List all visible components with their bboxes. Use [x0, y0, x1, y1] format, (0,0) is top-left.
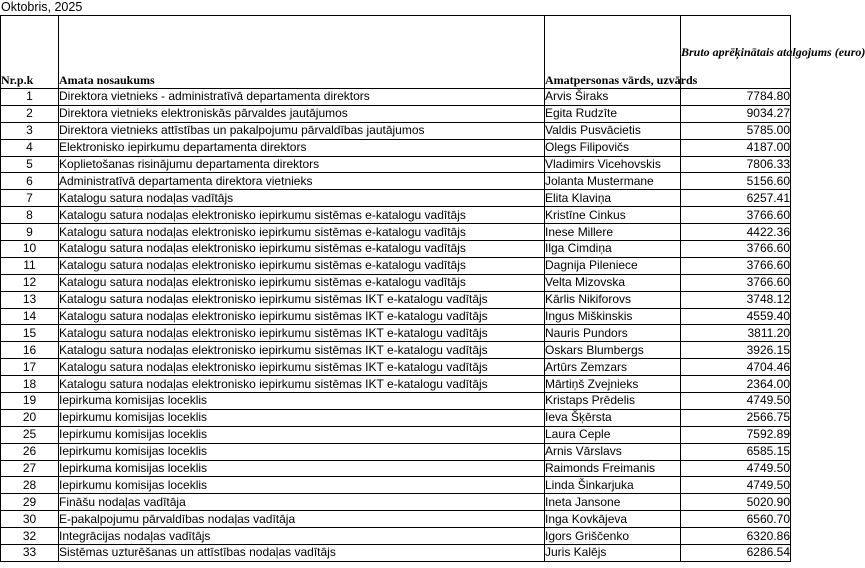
table-row [1, 443, 791, 460]
row-number: 6 [1, 173, 59, 190]
gross-salary: 6286.54 [681, 545, 791, 562]
position-title: Iepirkumu komisijas loceklis [59, 426, 545, 443]
table-row [1, 291, 791, 308]
table-row [1, 409, 791, 426]
gross-salary: 4704.46 [681, 359, 791, 376]
row-number: 14 [1, 308, 59, 325]
row-number: 5 [1, 156, 59, 173]
official-name: Dagnija Pileniece [545, 257, 681, 274]
position-title: Direktora vietnieks elektroniskās pārvaldes jautājumos [59, 105, 545, 122]
row-number: 10 [1, 241, 59, 258]
official-name: Raimonds Freimanis [545, 460, 681, 477]
header-title: Amata nosaukums [59, 16, 545, 89]
row-number: 32 [1, 528, 59, 545]
position-title: Katalogu satura nodaļas elektronisko iepirkumu sistēmas e-katalogu vadītājs [59, 224, 545, 241]
row-number: 20 [1, 409, 59, 426]
gross-salary: 5020.90 [681, 494, 791, 511]
gross-salary: 7592.89 [681, 426, 791, 443]
table-row [1, 105, 791, 122]
table-row [1, 528, 791, 545]
header-row [1, 16, 791, 89]
position-title: Iepirkuma komisijas loceklis [59, 393, 545, 410]
row-number: 18 [1, 376, 59, 393]
position-title: Katalogu satura nodaļas elektronisko iepirkumu sistēmas IKT e-katalogu vadītājs [59, 359, 545, 376]
row-number: 9 [1, 224, 59, 241]
position-title: E-pakalpojumu pārvaldības nodaļas vadītāja [59, 511, 545, 528]
gross-salary: 2364.00 [681, 376, 791, 393]
official-name: Laura Ceple [545, 426, 681, 443]
position-title: Katalogu satura nodaļas elektronisko iepirkumu sistēmas IKT e-katalogu vadītājs [59, 308, 545, 325]
table-row [1, 426, 791, 443]
position-title: Administratīvā departamenta direktora vietnieks [59, 173, 545, 190]
table-row [1, 359, 791, 376]
position-title: Elektronisko iepirkumu departamenta direktors [59, 139, 545, 156]
gross-salary: 3766.60 [681, 274, 791, 291]
position-title: Katalogu satura nodaļas vadītājs [59, 190, 545, 207]
row-number: 33 [1, 545, 59, 562]
row-number: 30 [1, 511, 59, 528]
table-row [1, 325, 791, 342]
header-name: Amatpersonas vārds, uzvārds [545, 16, 681, 89]
official-name: Nauris Pundors [545, 325, 681, 342]
gross-salary: 6257.41 [681, 190, 791, 207]
table-row [1, 207, 791, 224]
row-number: 27 [1, 460, 59, 477]
position-title: Iepirkumu komisijas loceklis [59, 477, 545, 494]
official-name: Valdis Pusvācietis [545, 122, 681, 139]
official-name: Velta Mizovska [545, 274, 681, 291]
gross-salary: 3811.20 [681, 325, 791, 342]
table-row [1, 241, 791, 258]
period-label: Oktobris, 2025 [1, 0, 83, 14]
table-row [1, 190, 791, 207]
official-name: Olegs Filipovičs [545, 139, 681, 156]
official-name: Vladimirs Vicehovskis [545, 156, 681, 173]
position-title: Integrācijas nodaļas vadītājs [59, 528, 545, 545]
official-name: Kristaps Prēdelis [545, 393, 681, 410]
gross-salary: 9034.27 [681, 105, 791, 122]
table-row [1, 494, 791, 511]
official-name: Jolanta Mustermane [545, 173, 681, 190]
official-name: Juris Kalējs [545, 545, 681, 562]
official-name: Kārlis Nikiforovs [545, 291, 681, 308]
gross-salary: 6560.70 [681, 511, 791, 528]
row-number: 17 [1, 359, 59, 376]
table-row [1, 342, 791, 359]
row-number: 12 [1, 274, 59, 291]
gross-salary: 4749.50 [681, 393, 791, 410]
header-salary: Bruto aprēķinātais atalgojums (euro) [681, 16, 791, 89]
table-row [1, 257, 791, 274]
official-name: Egita Rudzīte [545, 105, 681, 122]
table-row [1, 156, 791, 173]
row-number: 7 [1, 190, 59, 207]
row-number: 15 [1, 325, 59, 342]
position-title: Fināšu nodaļas vadītāja [59, 494, 545, 511]
official-name: Inga Kovkājeva [545, 511, 681, 528]
table-body [1, 89, 791, 562]
position-title: Katalogu satura nodaļas elektronisko iepirkumu sistēmas IKT e-katalogu vadītājs [59, 376, 545, 393]
official-name: Elita Klaviņa [545, 190, 681, 207]
position-title: Katalogu satura nodaļas elektronisko iepirkumu sistēmas e-katalogu vadītājs [59, 257, 545, 274]
table-row [1, 89, 791, 106]
position-title: Iepirkumu komisijas loceklis [59, 443, 545, 460]
salary-table [0, 15, 865, 562]
position-title: Katalogu satura nodaļas elektronisko iepirkumu sistēmas IKT e-katalogu vadītājs [59, 342, 545, 359]
gross-salary: 7784.80 [681, 89, 791, 106]
table-row [1, 274, 791, 291]
position-title: Direktora vietnieks attīstības un pakalpojumu pārvaldības jautājumos [59, 122, 545, 139]
row-number: 8 [1, 207, 59, 224]
official-name: Arnis Vārslavs [545, 443, 681, 460]
table-row [1, 173, 791, 190]
row-number: 13 [1, 291, 59, 308]
official-name: Mārtiņš Zvejnieks [545, 376, 681, 393]
position-title: Katalogu satura nodaļas elektronisko iepirkumu sistēmas e-katalogu vadītājs [59, 207, 545, 224]
position-title: Katalogu satura nodaļas elektronisko iepirkumu sistēmas e-katalogu vadītājs [59, 241, 545, 258]
row-number: 1 [1, 89, 59, 106]
gross-salary: 3766.60 [681, 207, 791, 224]
gross-salary: 4422.36 [681, 224, 791, 241]
row-number: 29 [1, 494, 59, 511]
table-row [1, 460, 791, 477]
official-name: Oskars Blumbergs [545, 342, 681, 359]
official-name: Ineta Jansone [545, 494, 681, 511]
gross-salary: 5785.00 [681, 122, 791, 139]
position-title: Sistēmas uzturēšanas un attīstības nodaļas vadītājs [59, 545, 545, 562]
row-number: 26 [1, 443, 59, 460]
gross-salary: 6585.15 [681, 443, 791, 460]
gross-salary: 6320.86 [681, 528, 791, 545]
gross-salary: 3926.15 [681, 342, 791, 359]
position-title: Katalogu satura nodaļas elektronisko iepirkumu sistēmas IKT e-katalogu vadītājs [59, 291, 545, 308]
row-number: 19 [1, 393, 59, 410]
gross-salary: 4559.40 [681, 308, 791, 325]
row-number: 3 [1, 122, 59, 139]
position-title: Katalogu satura nodaļas elektronisko iepirkumu sistēmas IKT e-katalogu vadītājs [59, 325, 545, 342]
position-title: Koplietošanas risinājumu departamenta direktors [59, 156, 545, 173]
position-title: Iepirkumu komisijas loceklis [59, 409, 545, 426]
table-row [1, 308, 791, 325]
table-row [1, 477, 791, 494]
gross-salary: 3766.60 [681, 241, 791, 258]
table-row [1, 376, 791, 393]
header-nr: Nr.p.k [1, 16, 59, 89]
row-number: 16 [1, 342, 59, 359]
table-row [1, 224, 791, 241]
row-number: 4 [1, 139, 59, 156]
official-name: Arvis Širaks [545, 89, 681, 106]
official-name: Ilga Cimdiņa [545, 241, 681, 258]
gross-salary: 4187.00 [681, 139, 791, 156]
table-row [1, 511, 791, 528]
table-row [1, 545, 791, 562]
official-name: Inese Millere [545, 224, 681, 241]
position-title: Katalogu satura nodaļas elektronisko iepirkumu sistēmas e-katalogu vadītājs [59, 274, 545, 291]
gross-salary: 5156.60 [681, 173, 791, 190]
official-name: Artūrs Zemzars [545, 359, 681, 376]
table-row [1, 122, 791, 139]
row-number: 11 [1, 257, 59, 274]
gross-salary: 7806.33 [681, 156, 791, 173]
official-name: Kristīne Cinkus [545, 207, 681, 224]
gross-salary: 3748.12 [681, 291, 791, 308]
row-number: 28 [1, 477, 59, 494]
position-title: Iepirkuma komisijas loceklis [59, 460, 545, 477]
row-number: 25 [1, 426, 59, 443]
official-name: Ingus Miškinskis [545, 308, 681, 325]
official-name: Ieva Šķērsta [545, 409, 681, 426]
gross-salary: 3766.60 [681, 257, 791, 274]
official-name: Linda Šinkarjuka [545, 477, 681, 494]
gross-salary: 2566.75 [681, 409, 791, 426]
position-title: Direktora vietnieks - administratīvā departamenta direktors [59, 89, 545, 106]
table-row [1, 393, 791, 410]
gross-salary: 4749.50 [681, 477, 791, 494]
table-row [1, 139, 791, 156]
row-number: 2 [1, 105, 59, 122]
official-name: Igors Griščenko [545, 528, 681, 545]
gross-salary: 4749.50 [681, 460, 791, 477]
